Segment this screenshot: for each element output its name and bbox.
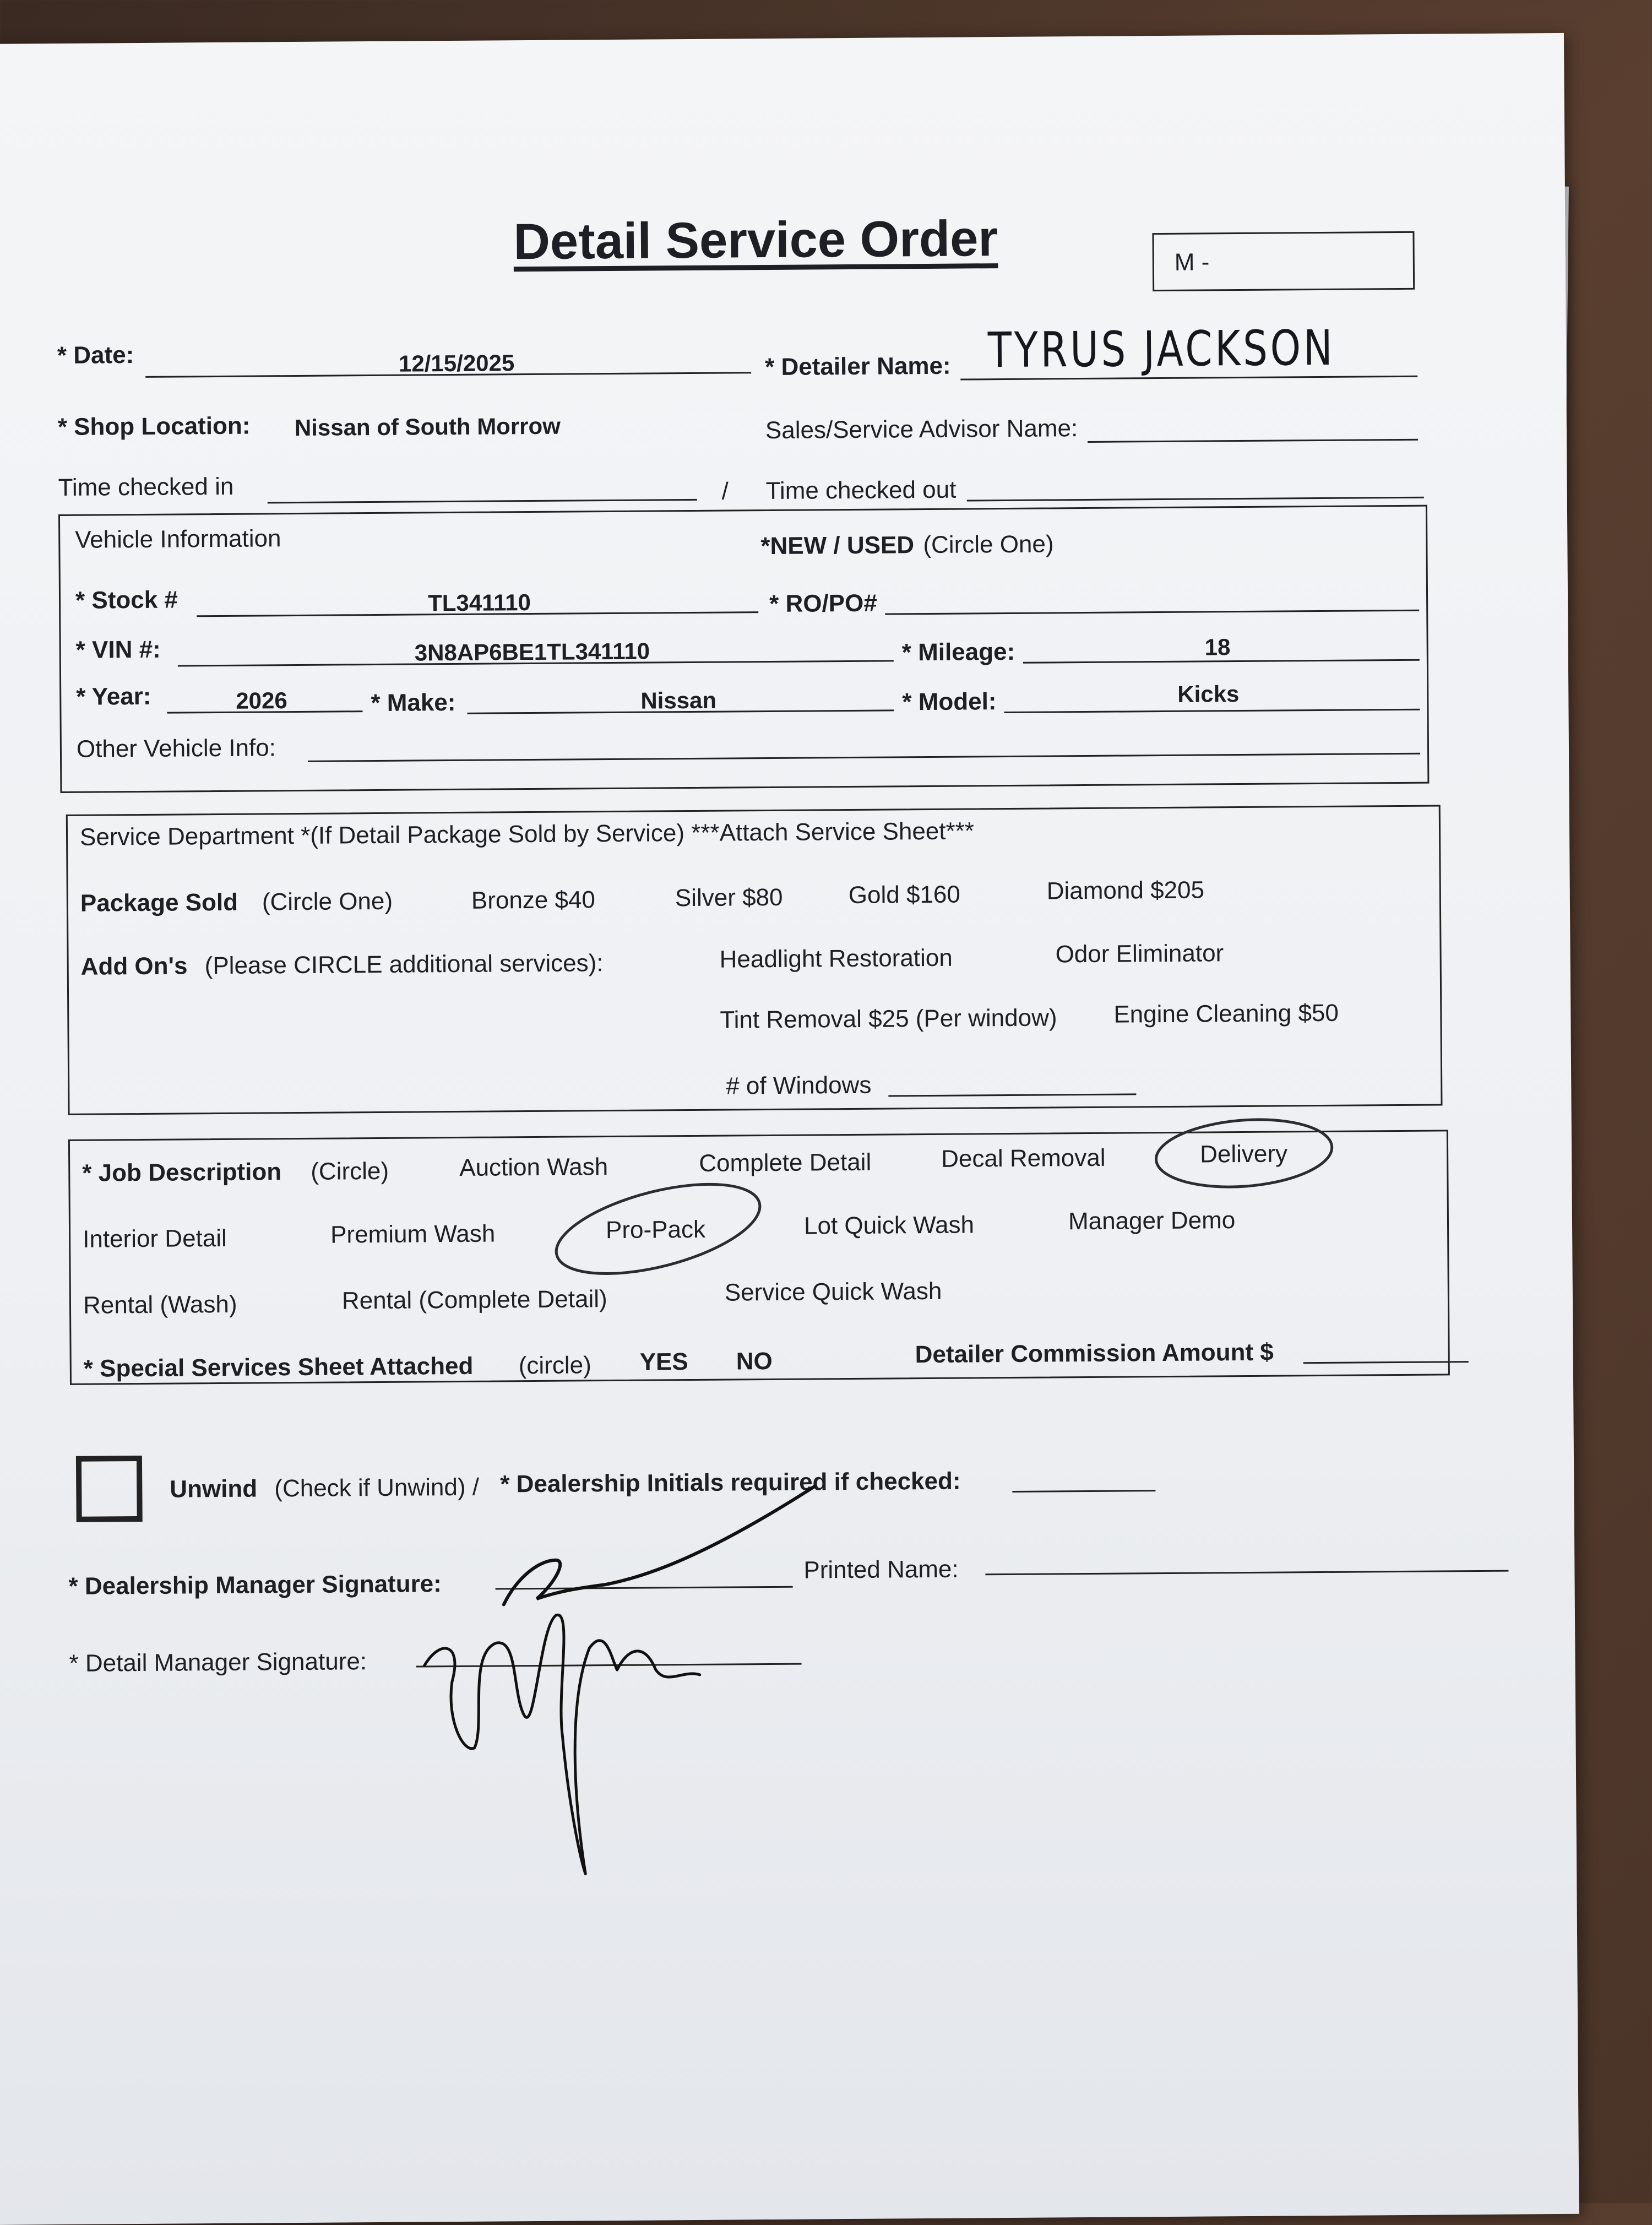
dealership-manager-signature — [503, 1486, 814, 1604]
service-department-heading: Service Department *(If Detail Package Sold by Service) ***Attach Service Sheet*** — [79, 817, 975, 851]
windows-count-label: # of Windows — [726, 1071, 872, 1100]
package-bronze[interactable]: Bronze $40 — [471, 886, 596, 914]
package-diamond[interactable]: Diamond $205 — [1046, 876, 1205, 905]
service-order-form — [0, 33, 1579, 2225]
add-ons-label: Add On's — [80, 952, 188, 980]
package-sold-label: Package Sold — [80, 888, 238, 917]
time-in-label: Time checked in — [58, 473, 234, 502]
shop-location-label: * Shop Location: — [57, 412, 251, 441]
job-delivery[interactable]: Delivery — [1199, 1140, 1288, 1168]
detail-manager-signature — [424, 1614, 701, 1875]
unwind-label: Unwind — [170, 1475, 258, 1503]
ropo-label: * RO/PO# — [769, 589, 877, 617]
detailer-name-value[interactable]: TYRUS JACKSON — [987, 319, 1335, 379]
year-label: * Year: — [76, 682, 151, 710]
addon-tint-removal[interactable]: Tint Removal $25 (Per window) — [720, 1004, 1057, 1034]
special-services-label: * Special Services Sheet Attached — [83, 1352, 474, 1382]
new-used-hint: (Circle One) — [923, 530, 1054, 559]
signature-marks — [0, 33, 1579, 2225]
job-service-quick-wash[interactable]: Service Quick Wash — [724, 1277, 942, 1306]
vin-label: * VIN #: — [75, 636, 161, 664]
form-title: Detail Service Order — [513, 210, 998, 270]
unwind-hint: (Check if Unwind) / — [274, 1473, 480, 1502]
order-number-label: M - — [1174, 248, 1210, 276]
shop-location-value[interactable]: Nissan of South Morrow — [294, 413, 561, 441]
job-complete-detail[interactable]: Complete Detail — [699, 1148, 872, 1177]
vehicle-info-heading: Vehicle Information — [75, 525, 281, 553]
job-rental-complete-detail[interactable]: Rental (Complete Detail) — [341, 1285, 607, 1315]
mileage-value[interactable]: 18 — [1204, 634, 1231, 660]
job-premium-wash[interactable]: Premium Wash — [330, 1220, 496, 1249]
dealership-initials-label: * Dealership Initials required if checked: — [500, 1467, 961, 1498]
make-label: * Make: — [371, 688, 456, 717]
time-separator: / — [721, 477, 729, 505]
year-value[interactable]: 2026 — [236, 687, 287, 714]
date-label: * Date: — [57, 341, 134, 370]
detailer-name-label: * Detailer Name: — [764, 352, 951, 381]
model-label: * Model: — [902, 688, 997, 716]
dealership-manager-signature-label: * Dealership Manager Signature: — [68, 1570, 442, 1600]
mileage-label: * Mileage: — [901, 638, 1015, 666]
job-decal-removal[interactable]: Decal Removal — [941, 1144, 1106, 1173]
special-services-yes[interactable]: YES — [639, 1348, 688, 1376]
commission-amount-label: Detailer Commission Amount $ — [915, 1338, 1274, 1369]
model-value[interactable]: Kicks — [1177, 681, 1240, 707]
time-out-label: Time checked out — [765, 476, 957, 505]
job-auction-wash[interactable]: Auction Wash — [459, 1153, 608, 1181]
other-vehicle-info-label: Other Vehicle Info: — [76, 734, 276, 763]
package-silver[interactable]: Silver $80 — [675, 883, 783, 912]
vin-value[interactable]: 3N8AP6BE1TL341110 — [414, 638, 650, 666]
job-rental-wash[interactable]: Rental (Wash) — [83, 1290, 237, 1319]
job-description-label: * Job Description — [82, 1158, 282, 1187]
printed-name-label: Printed Name: — [803, 1555, 959, 1584]
job-description-hint: (Circle) — [311, 1157, 389, 1185]
package-gold[interactable]: Gold $160 — [848, 881, 961, 909]
addon-engine-cleaning[interactable]: Engine Cleaning $50 — [1113, 999, 1339, 1028]
addon-odor-eliminator[interactable]: Odor Eliminator — [1055, 940, 1224, 968]
special-services-no[interactable]: NO — [736, 1347, 773, 1375]
job-manager-demo[interactable]: Manager Demo — [1068, 1207, 1236, 1235]
new-used-label[interactable]: *NEW / USED — [760, 531, 915, 560]
addon-headlight-restoration[interactable]: Headlight Restoration — [719, 944, 953, 973]
job-interior-detail[interactable]: Interior Detail — [82, 1224, 227, 1253]
special-services-hint: (circle) — [518, 1352, 591, 1380]
date-value[interactable]: 12/15/2025 — [398, 350, 515, 377]
stock-value[interactable]: TL341110 — [427, 589, 531, 616]
detail-manager-signature-label: * Detail Manager Signature: — [69, 1648, 367, 1677]
make-value[interactable]: Nissan — [640, 687, 717, 714]
job-pro-pack[interactable]: Pro-Pack — [605, 1215, 706, 1244]
stock-label: * Stock # — [75, 586, 178, 614]
package-sold-hint: (Circle One) — [262, 887, 393, 916]
advisor-name-label: Sales/Service Advisor Name: — [765, 415, 1078, 444]
add-ons-hint: (Please CIRCLE additional services): — [204, 949, 604, 980]
job-lot-quick-wash[interactable]: Lot Quick Wash — [803, 1211, 975, 1240]
